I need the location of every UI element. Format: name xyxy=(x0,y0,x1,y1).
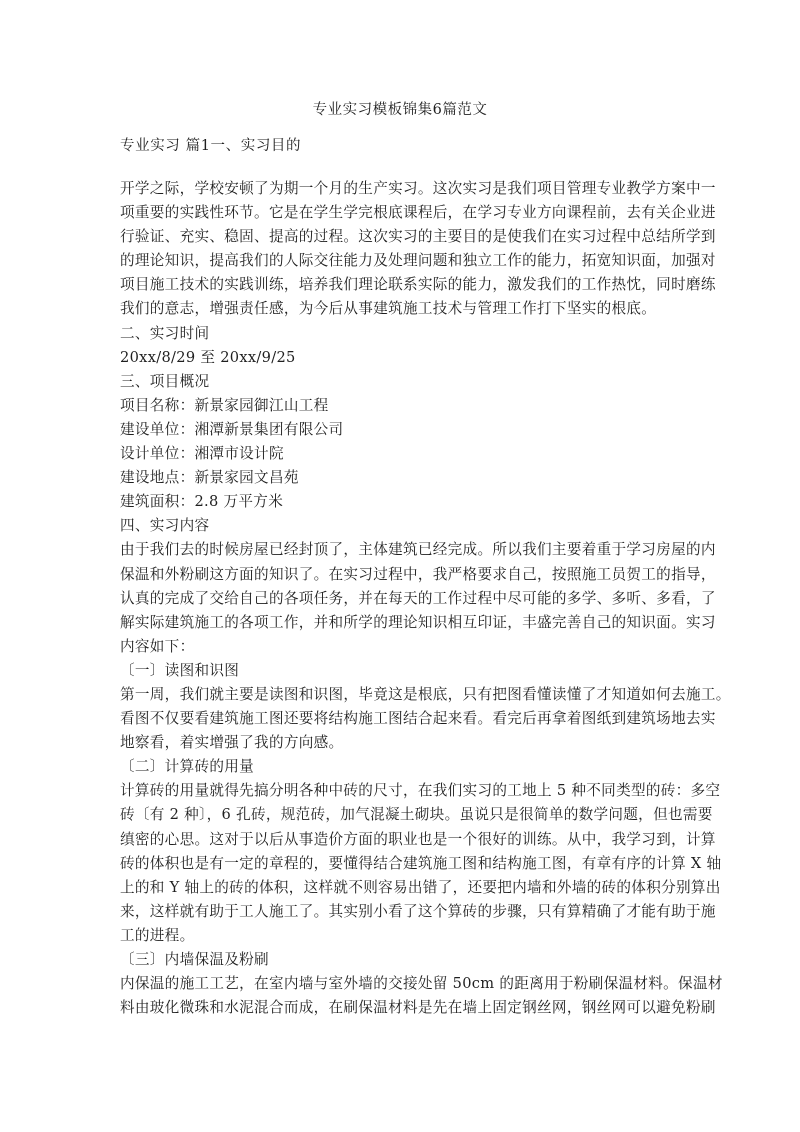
body-text-line: 开学之际，学校安顿了为期一个月的生产实习。这次实习是我们项目管理专业教学方案中一 xyxy=(120,180,716,197)
body-text-line: 看图不仅要看建筑施工图还要将结构施工图结合起来看。看完后再拿着图纸到建筑场地去实 xyxy=(120,710,716,728)
body-text-line: 地察看，着实增强了我的方向感。 xyxy=(120,734,344,752)
body-text-line: 项目名称：新景家园御江山工程 xyxy=(120,396,329,414)
body-text-line: 上的和 Y 轴上的砖的体积，这样就不则容易出错了，还要把内墙和外墙的砖的体积分别算出 xyxy=(120,878,721,896)
body-text-line: 〔一〕读图和识图 xyxy=(120,661,240,679)
body-text-line: 保温和外粉刷这方面的知识了。在实习过程中，我严格要求自己，按照施工员贺工的指导， xyxy=(120,565,716,583)
body-text-line: 由于我们去的时候房屋已经封顶了，主体建筑已经完成。所以我们主要着重于学习房屋的内 xyxy=(120,541,716,559)
body-text-line: 解实际建筑施工的各项工作，并和所学的理论知识相互印证，丰盛完善自己的知识面。实习 xyxy=(120,613,716,631)
body-text-line: 工的进程。 xyxy=(120,926,195,944)
body-text-line: 行验证、充实、稳固、提高的过程。这次实习的主要目的是使我们在实习过程中总结所学到 xyxy=(120,228,716,246)
body-text-line: 建筑面积：2.8 万平方米 xyxy=(120,493,284,511)
body-text-line: 建设单位：湘潭新景集团有限公司 xyxy=(120,420,344,438)
body-text-line: 来，这样就有助于工人施工了。其实别小看了这个算砖的步骤，只有算精确了才能有助于施 xyxy=(120,902,716,920)
body-text-line: 〔三〕内墙保温及粉刷 xyxy=(120,951,269,968)
body-text-line: 〔二〕计算砖的用量 xyxy=(120,758,255,776)
body-text-line: 四、实习内容 xyxy=(120,517,210,535)
body-text-line: 砖〔有 2 种〕，6 孔砖，规范砖，加气混凝土砌块。虽说只是很简单的数学问题，但也需要 xyxy=(120,806,713,824)
body-text-line: 设计单位：湘潭市设计院 xyxy=(120,445,284,463)
body-text-line: 我们的意志，增强责任感，为今后从事建筑施工技术与管理工作打下坚实的根底。 xyxy=(120,300,657,318)
body-text-line: 第一周，我们就主要是读图和识图，毕竟这是根底，只有把图看懂读懂了才知道如何去施工。 xyxy=(120,685,731,703)
body-text-line: 内容如下： xyxy=(120,637,195,655)
document-title: 专业实习模板锦集6篇范文 xyxy=(312,102,488,118)
body-text-line: 料由玻化微珠和水泥混合而成，在刷保温材料是先在墙上固定钢丝网，钢丝网可以避免粉刷 xyxy=(120,999,716,1017)
body-text-line: 20xx/8/29 至 20xx/9/25 xyxy=(120,348,296,366)
body-text-line: 项重要的实践性环节。它是在学生学完根底课程后，在学习专业方向课程前，去有关企业进 xyxy=(120,204,716,222)
body-text-line: 三、项目概况 xyxy=(120,372,210,390)
section-heading: 专业实习 篇1一、实习目的 xyxy=(120,138,302,154)
document-body xyxy=(120,177,731,1020)
body-text-line: 认真的完成了交给自己的各项任务，并在每天的工作过程中尽可能的多学、多听、多看，了 xyxy=(120,589,716,607)
body-text-line: 二、实习时间 xyxy=(120,324,210,342)
body-text-line: 的理论知识，提高我们的人际交往能力及处理问题和独立工作的能力，拓宽知识面，加强对 xyxy=(120,252,716,270)
body-text-line: 计算砖的用量就得先搞分明各种中砖的尺寸，在我们实习的工地上 5 种不同类型的砖：多空 xyxy=(120,782,721,800)
body-text-line: 建设地点：新景家园文昌苑 xyxy=(120,469,299,487)
body-text-line: 内保温的施工工艺，在室内墙与室外墙的交接处留 50cm 的距离用于粉刷保温材料。保温材 xyxy=(120,975,723,993)
body-text-line: 缜密的心思。这对于以后从事造价方面的职业也是一个很好的训练。从中，我学习到，计算 xyxy=(120,830,716,848)
body-text-line: 项目施工技术的实践训练，培养我们理论联系实际的能力，激发我们的工作热忱，同时磨练 xyxy=(120,276,716,294)
body-text-line: 砖的体积也是有一定的章程的，要懂得结合建筑施工图和结构施工图，有章有序的计算 X 轴 xyxy=(120,854,722,872)
